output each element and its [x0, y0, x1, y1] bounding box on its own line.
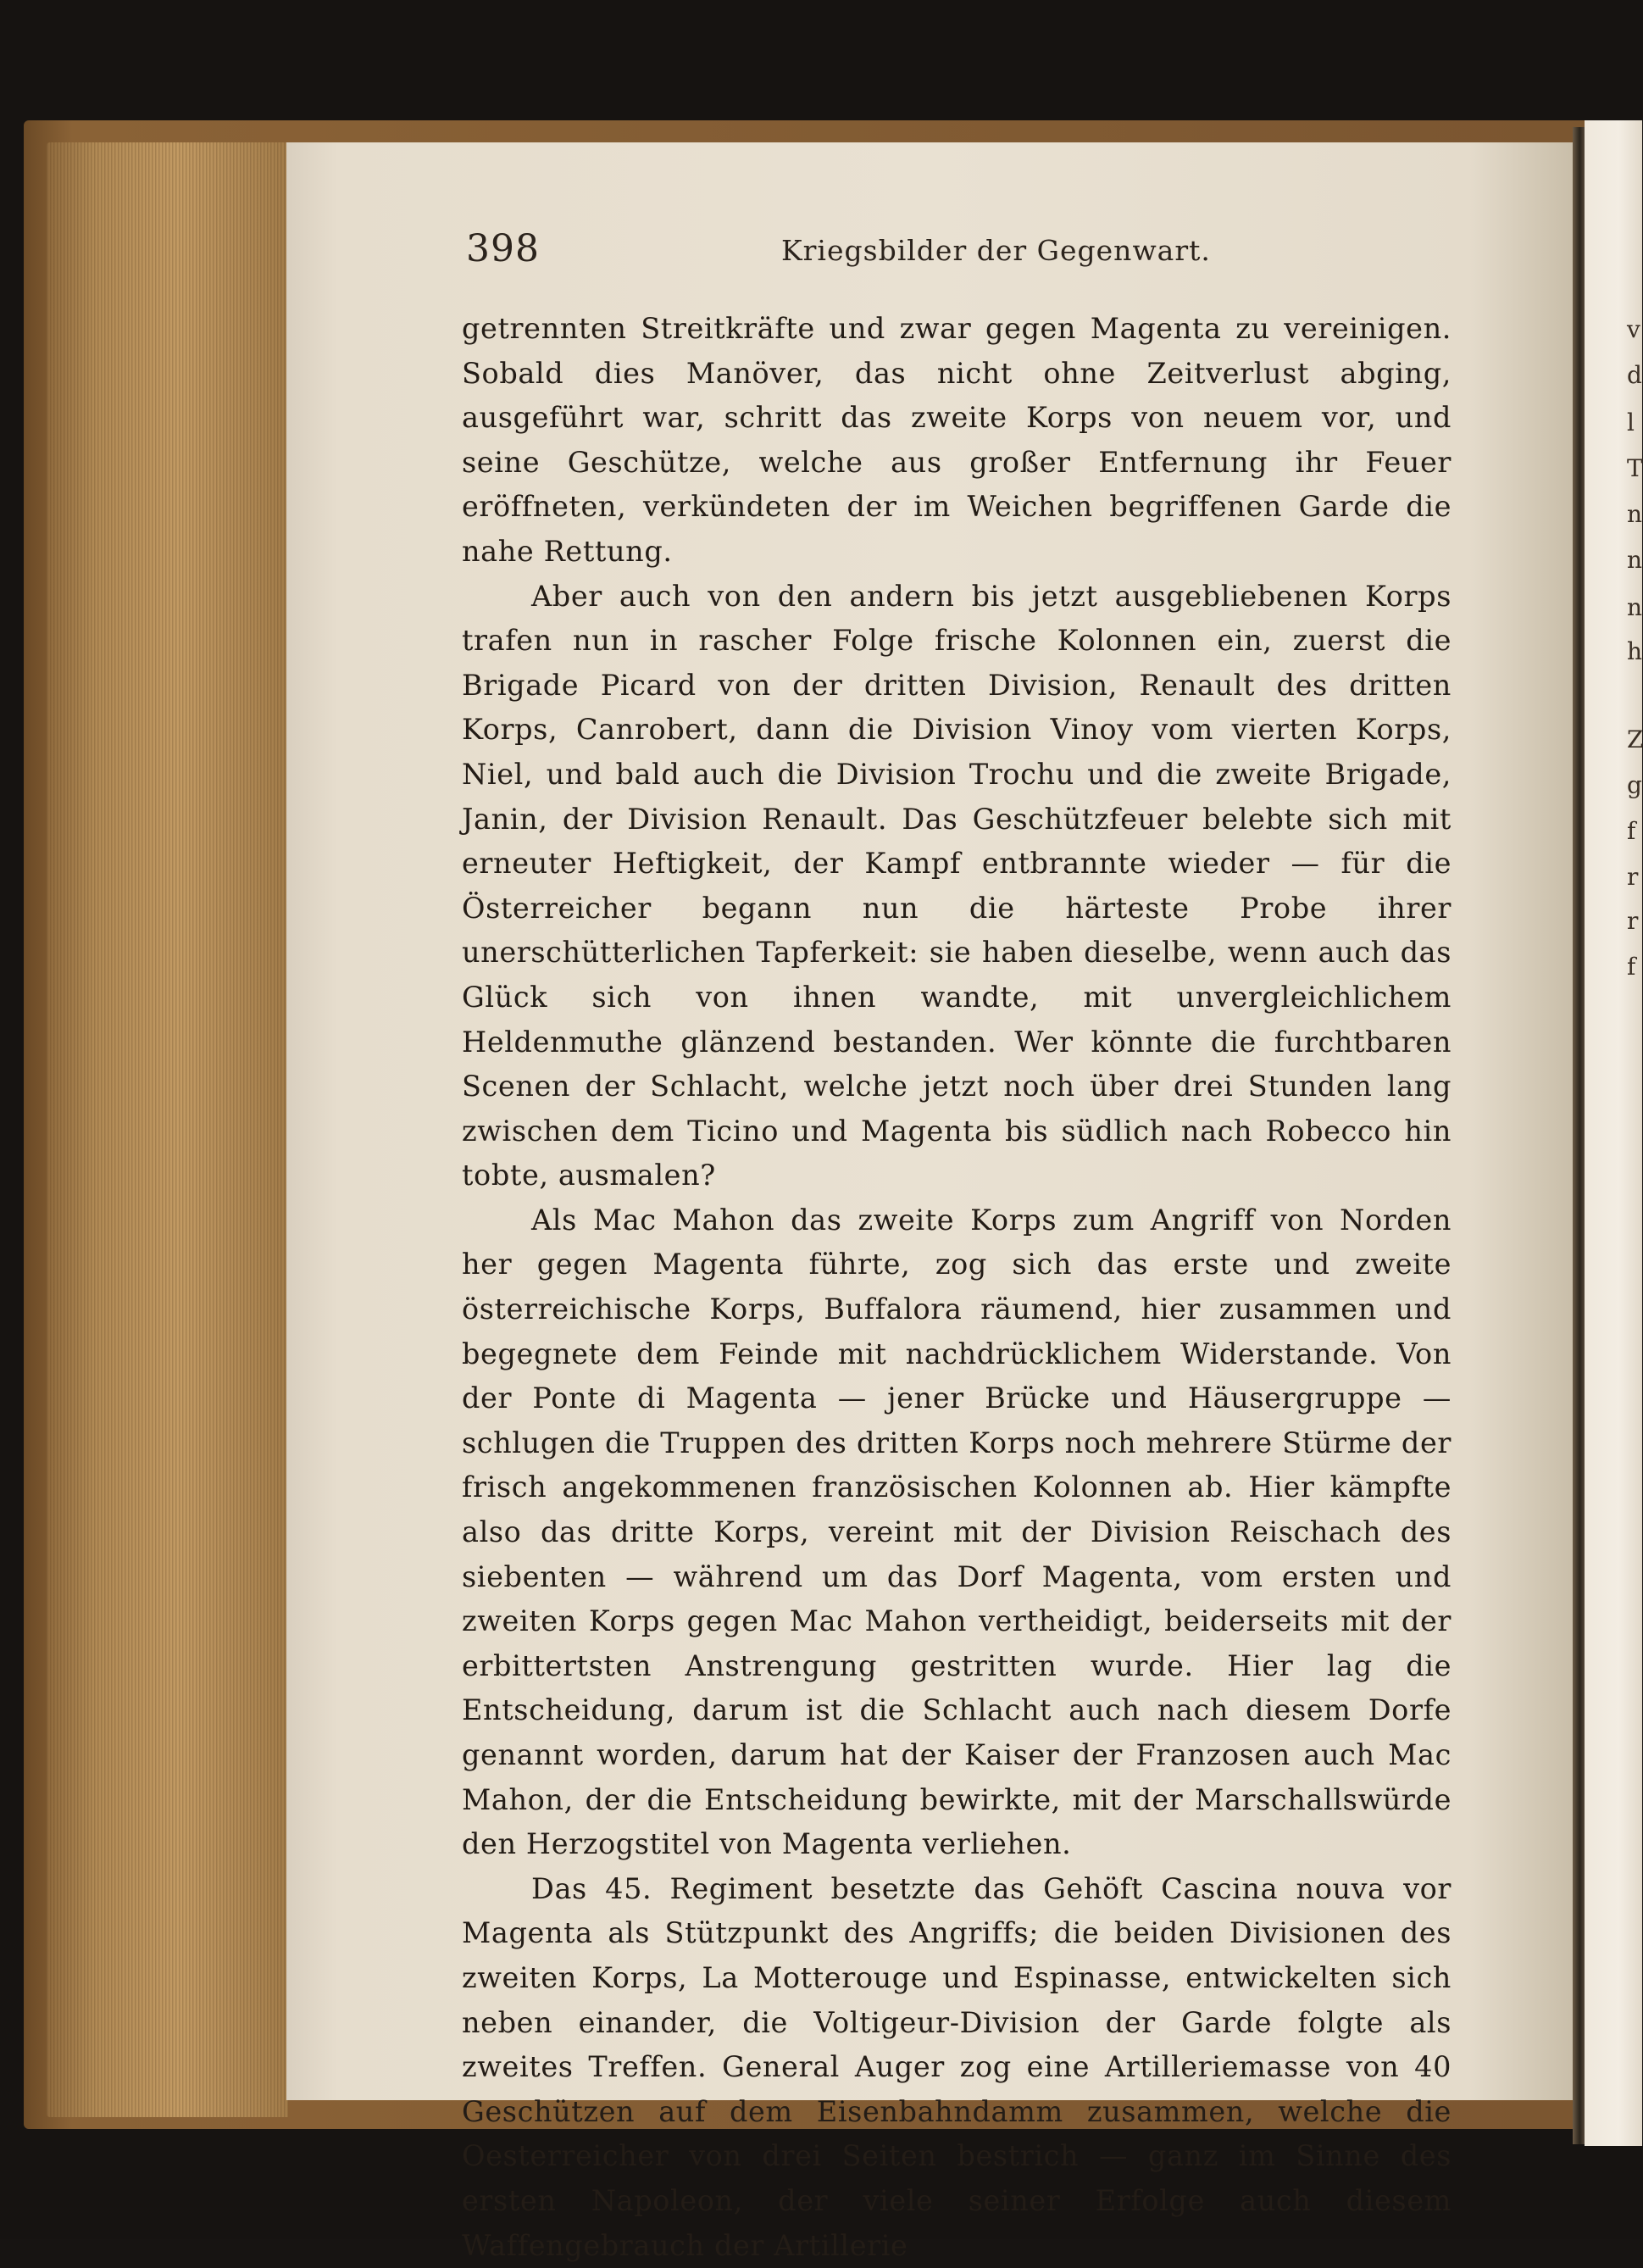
facing-page-fragment: d: [1627, 361, 1642, 389]
facing-page-fragment: r: [1627, 907, 1639, 935]
facing-page-fragment: l: [1627, 409, 1635, 436]
paragraph: Als Mac Mahon das zweite Korps zum Angriff von Norden her gegen Magenta führte, zog sich das erste und zweite österreichische Korps, Buffalora räumend, hier zusammen und begegnete dem Feinde mit nachdrücklichem Widerstande. Von der Ponte di Magenta — jener Brücke und Häusergruppe — schlugen die Truppen des dritten Korps noch mehrere Stürme der frisch angekommenen französischen Kolonnen ab. Hier kämpfte also das dritte Korps, vereint mit der Division Reischach des siebenten — während um das Dorf Magenta, vom ersten und zweiten Korps gegen Mac Mahon vertheidigt, beiderseits mit der erbittertsten Anstrengung gestritten wurde. Hier lag die Entscheidung, darum ist die Schlacht auch nach diesem Dorfe genannt worden, darum hat der Kaiser der Franzosen auch Mac Mahon, der die Entscheidung bewirkte, mit der Marschallswürde den Herzogstitel von Magenta verliehen.: [462, 1203, 1452, 1861]
facing-page-fragment: n: [1627, 500, 1643, 528]
running-title: Kriegsbilder der Gegenwart.: [781, 234, 1211, 267]
facing-page-fragment: h: [1627, 637, 1643, 665]
facing-page-fragment: n: [1627, 546, 1643, 574]
facing-page-fragment: g: [1627, 771, 1642, 799]
paragraph: Das 45. Regiment besetzte das Gehöft Cascina nouva vor Magenta als Stützpunkt des Angriffs; die beiden Divisionen des zweiten Korps, La Motterouge und Espinasse, entwickelten sich neben einander, die Voltigeur-Division der Garde folgte als zweites Treffen. General Auger zog eine Artilleriemasse von 40 Geschützen auf dem Eisenbahndamm zusammen, welche die Oesterreicher von drei Seiten bestrich — ganz im Sinne des ersten Napoleon, der viele seiner Erfolge auch diesem Waffengebrauch der Artillerie: [462, 1871, 1452, 2262]
paragraph: getrennten Streitkräfte und zwar gegen Magenta zu vereinigen. Sobald dies Manöver, das nicht ohne Zeitverlust abging, ausgeführt war, schritt das zweite Korps von neuem vor, und seine Geschütze, welche aus großer Entfernung ihr Feuer eröffneten, verkündeten der im Weichen begriffenen Garde die nahe Rettung.: [462, 312, 1452, 568]
facing-page-fragment: Z: [1627, 725, 1643, 753]
facing-page-fragment: v: [1627, 315, 1640, 343]
page-text: [462, 307, 1452, 2268]
page-number: 398: [466, 227, 540, 270]
facing-page-fragment: f: [1627, 953, 1636, 981]
book-gutter: [1573, 127, 1585, 2144]
facing-page-fragment: r: [1627, 863, 1639, 891]
page-edges: [47, 142, 288, 2117]
facing-page-fragment: f: [1627, 817, 1636, 845]
facing-page-fragment: T: [1627, 454, 1643, 482]
facing-page-fragment: n: [1627, 593, 1643, 621]
paragraph: Aber auch von den andern bis jetzt ausgebliebenen Korps trafen nun in rascher Folge frische Kolonnen ein, zuerst die Brigade Picard von der dritten Division, Renault des dritten Korps, Canrobert, dann die Division Vinoy vom vierten Korps, Niel, und bald auch die Division Trochu und die zweite Brigade, Janin, der Division Renault. Das Geschützfeuer belebte sich mit erneuter Heftigkeit, der Kampf entbrannte wieder — für die Österreicher begann nun die härteste Probe ihrer unerschütterlichen Tapferkeit: sie haben dieselbe, wenn auch das Glück sich von ihnen wandte, mit unvergleichlichem Heldenmuthe glänzend bestanden. Wer könnte die furchtbaren Scenen der Schlacht, welche jetzt noch über drei Stunden lang zwischen dem Ticino und Magenta bis südlich nach Robecco hin tobte, ausmalen?: [462, 579, 1452, 1192]
